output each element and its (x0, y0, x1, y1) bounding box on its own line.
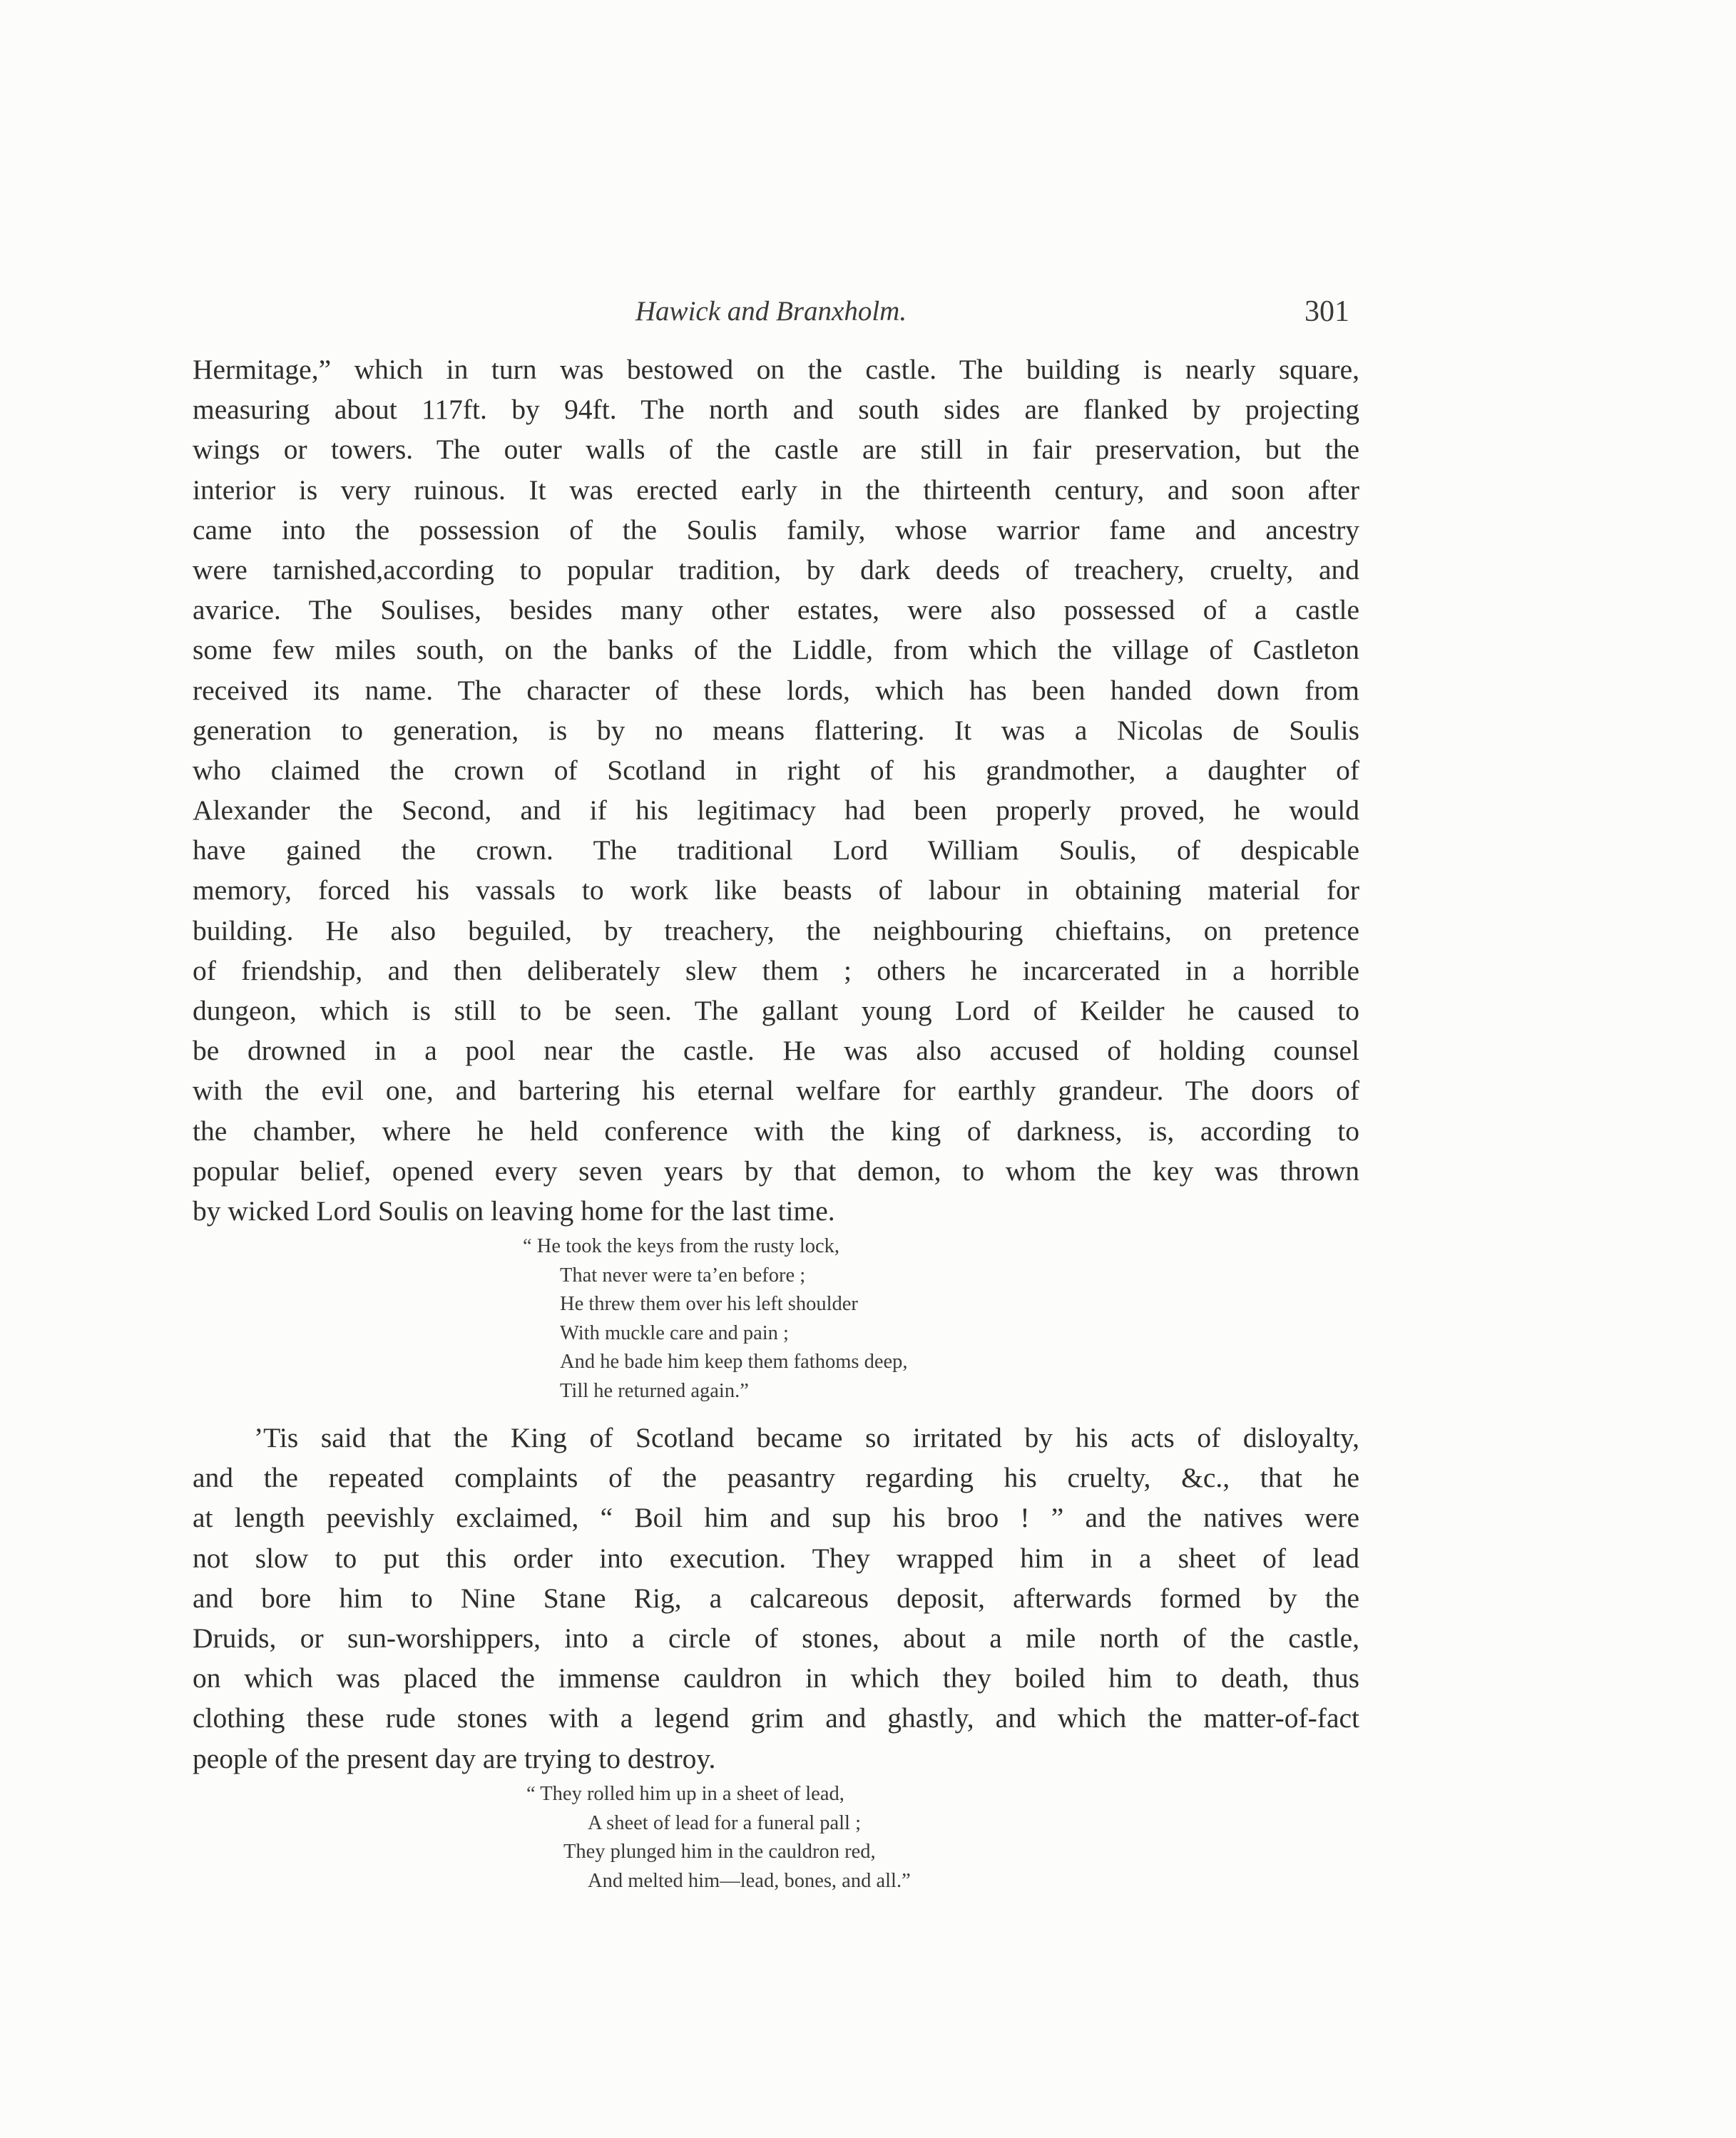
running-title: Hawick and Branxholm. (635, 296, 907, 327)
text-line: Druids, or sun-worshippers, into a circle of stones, about a mile north of the castle, (193, 1622, 1359, 1654)
text-line: measuring about 117ft. by 94ft. The north and south sides are flanked by projecting (193, 394, 1359, 426)
verse-line: Till he returned again.” (560, 1379, 749, 1402)
text-line: received its name. The character of these lords, which has been handed down from (193, 674, 1359, 706)
verse-quotation-1 (523, 1232, 908, 1406)
paragraph-2 (193, 1418, 1359, 1779)
page-number: 301 (1304, 295, 1349, 328)
verse-quotation-2 (526, 1780, 911, 1896)
text-line: the chamber, where he held conference with the king of darkness, is, according to (193, 1115, 1359, 1147)
text-line: Alexander the Second, and if his legitimacy had been properly proved, he would (193, 794, 1359, 827)
text-line: with the evil one, and bartering his eternal welfare for earthly grandeur. The doors of (193, 1075, 1359, 1107)
verse-line: “ They rolled him up in a sheet of lead, (526, 1783, 844, 1805)
verse-line: And melted him—lead, bones, and all.” (588, 1869, 911, 1892)
text-line: interior is very ruinous. It was erected early in the thirteenth century, and soon after (193, 474, 1359, 506)
text-line: popular belief, opened every seven years by that demon, to whom the key was thrown (193, 1155, 1359, 1187)
text-line: at length peevishly exclaimed, “ Boil him and sup his broo ! ” and the natives were (193, 1502, 1359, 1534)
text-line: some few miles south, on the banks of the Liddle, from which the village of Castleton (193, 634, 1359, 666)
running-head (193, 294, 1349, 337)
text-line: people of the present day are trying to destroy. (193, 1742, 716, 1774)
verse-line: “ He took the keys from the rusty lock, (523, 1235, 840, 1257)
text-line: not slow to put this order into execution. They wrapped him in a sheet of lead (193, 1542, 1359, 1574)
text-line: who claimed the crown of Scotland in right of his grandmother, a daughter of (193, 754, 1359, 786)
text-line: generation to generation, is by no means flattering. It was a Nicolas de Soulis (193, 714, 1359, 746)
text-line: Hermitage,” which in turn was bestowed on the castle. The building is nearly square, (193, 354, 1359, 385)
text-line: have gained the crown. The traditional Lord William Soulis, of despicable (193, 834, 1359, 866)
text-line: avarice. The Soulises, besides many other estates, were also possessed of a castle (193, 594, 1359, 626)
text-line: ’Tis said that the King of Scotland became so irritated by his acts of disloyalty, (254, 1422, 1359, 1453)
verse-line: With muckle care and pain ; (560, 1321, 789, 1344)
text-line: and bore him to Nine Stane Rig, a calcareous deposit, afterwards formed by the (193, 1582, 1359, 1614)
verse-line: They plunged him in the cauldron red, (563, 1841, 876, 1863)
text-line: dungeon, which is still to be seen. The gallant young Lord of Keilder he caused to (193, 995, 1359, 1026)
text-line: of friendship, and then deliberately slew them ; others he incarcerated in a horrible (193, 954, 1359, 986)
text-line: on which was placed the immense cauldron in which they boiled him to death, thus (193, 1662, 1359, 1694)
text-line: wings or towers. The outer walls of the castle are still in fair preservation, but the (193, 434, 1359, 466)
verse-line: A sheet of lead for a funeral pall ; (588, 1811, 862, 1834)
verse-line: He threw them over his left shoulder (560, 1293, 858, 1315)
verse-line: That never were ta’en before ; (560, 1264, 806, 1287)
text-line: be drowned in a pool near the castle. He was also accused of holding counsel (193, 1035, 1359, 1067)
verse-line: And he bade him keep them fathoms deep, (560, 1351, 908, 1373)
text-line: were tarnished,according to popular tradition, by dark deeds of treachery, cruelty, and (193, 553, 1359, 585)
text-line: and the repeated complaints of the peasantry regarding his cruelty, &c., that he (193, 1462, 1359, 1494)
text-line: memory, forced his vassals to work like beasts of labour in obtaining material for (193, 874, 1359, 906)
text-line: clothing these rude stones with a legend grim and ghastly, and which the matter-of-fact (193, 1702, 1359, 1734)
text-line: came into the possession of the Soulis family, whose warrior fame and ancestry (193, 513, 1359, 546)
text-line: building. He also beguiled, by treachery, the neighbouring chieftains, on pretence (193, 914, 1359, 946)
text-line: by wicked Lord Soulis on leaving home for the last time. (193, 1195, 835, 1227)
paragraph-1 (193, 349, 1359, 1231)
